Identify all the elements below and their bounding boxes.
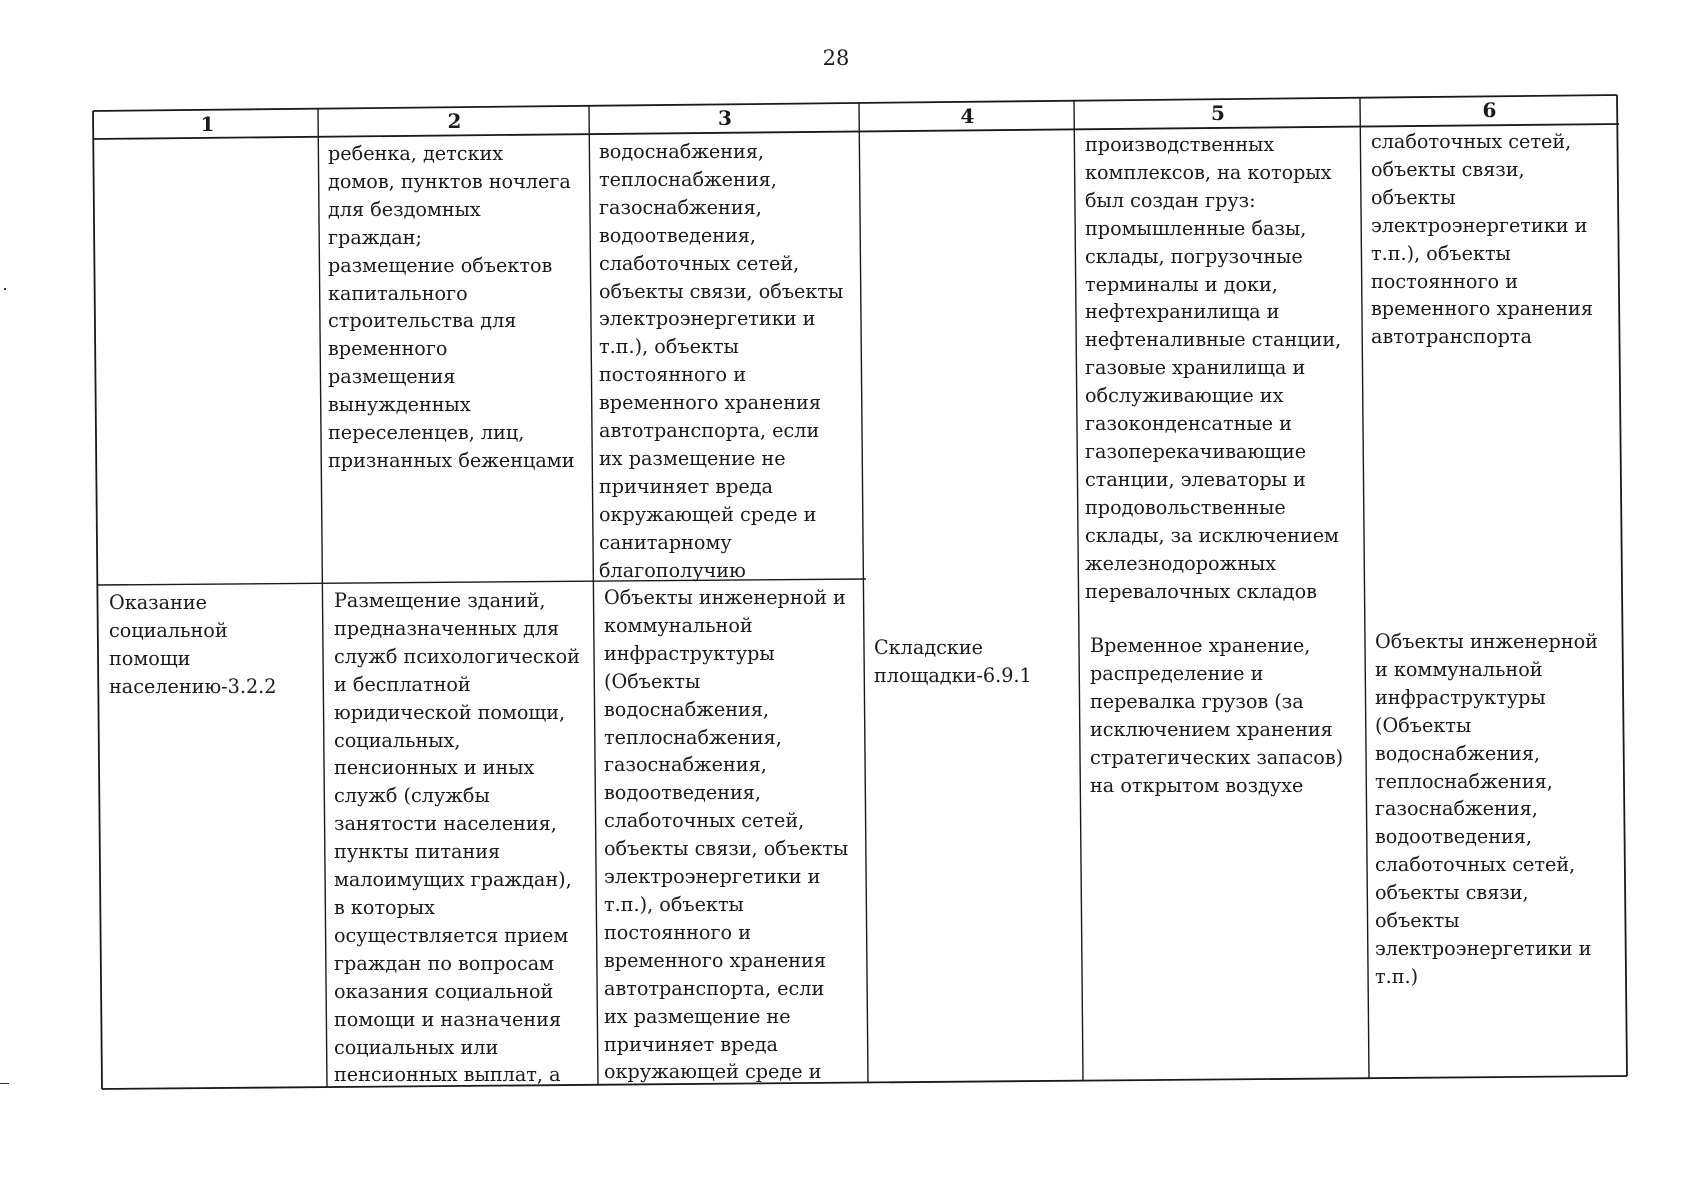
row1-col3-text: водоснабжения, теплоснабжения, газоснабжения, водоотведения, слаботочных сетей, объекты связи, объекты электроэнергетики и т.п.), объекты постоянного и временного хранения автотранспорта, если их размещение не причиняет вреда окружающей среде и санитарному благополучию bbox=[599, 140, 844, 582]
col5-lower-text: Временное хранение, распределение и перевалка грузов (за исключением хранения стратегических запасов) на открытом воздухе bbox=[1090, 634, 1344, 797]
row2-col1-text: Оказание социальной помощи населению-3.2.2 bbox=[109, 591, 277, 698]
row1-col6-text: слаботочных сетей, объекты связи, объекты электроэнергетики и т.п.), объекты постоянного и временного хранения автотранспорта bbox=[1371, 130, 1593, 349]
col5-upper-text: производственных комплексов, на которых был создан груз: промышленные базы, склады, погрузочные терминалы и доки, нефтехранилища и нефтеналивные станции, газовые хранилища и обслуживающие их газоконденсатные и газоперекачивающие станции, элеваторы и продовольственные склады, за исключением железнодорожных перевалочных складов bbox=[1085, 133, 1342, 603]
column-header-1: 1 bbox=[200, 112, 215, 136]
row2-col6-text: Объекты инженерной и коммунальной инфраструктуры (Объекты водоснабжения, теплоснабжения, газоснабжения, водоотведения, слаботочных сетей, объекты связи, объекты электроэнергетики и т.п.) bbox=[1375, 630, 1598, 988]
column-header-6: 6 bbox=[1482, 98, 1497, 122]
column-header-5: 5 bbox=[1211, 101, 1225, 125]
scan-mark bbox=[0, 1083, 9, 1084]
column-header-2: 2 bbox=[447, 109, 462, 133]
col4-merged-text: Складские площадки-6.9.1 bbox=[874, 636, 1032, 687]
column-header-3: 3 bbox=[718, 106, 732, 130]
row2-col2-text: Размещение зданий, предназначенных для служб психологической и бесплатной юридической помощи, социальных, пенсионных и иных служб (службы занятости населения, пункты питания малоимущих граждан), в которых осуществляется прием граждан по вопросам оказания социальной помощи и назначения социальных или пенсионных выплат, а bbox=[334, 589, 580, 1087]
page-number: 28 bbox=[822, 46, 850, 70]
column-header-4: 4 bbox=[960, 104, 975, 128]
scan-dot bbox=[4, 288, 6, 290]
row2-col3-text: Объекты инженерной и коммунальной инфраструктуры (Объекты водоснабжения, теплоснабжения, газоснабжения, водоотведения, слаботочных сетей, объекты связи, объекты электроэнергетики и т.п.), объекты постоянного и временного хранения автотранспорта, если их размещение не причиняет вреда окружающей среде и bbox=[604, 586, 849, 1084]
row1-col2-text: ребенка, детских домов, пунктов ночлега для бездомных граждан; размещение объектов капитального строительства для временного размещения вынужденных переселенцев, лиц, признанных беженцами bbox=[328, 142, 575, 472]
